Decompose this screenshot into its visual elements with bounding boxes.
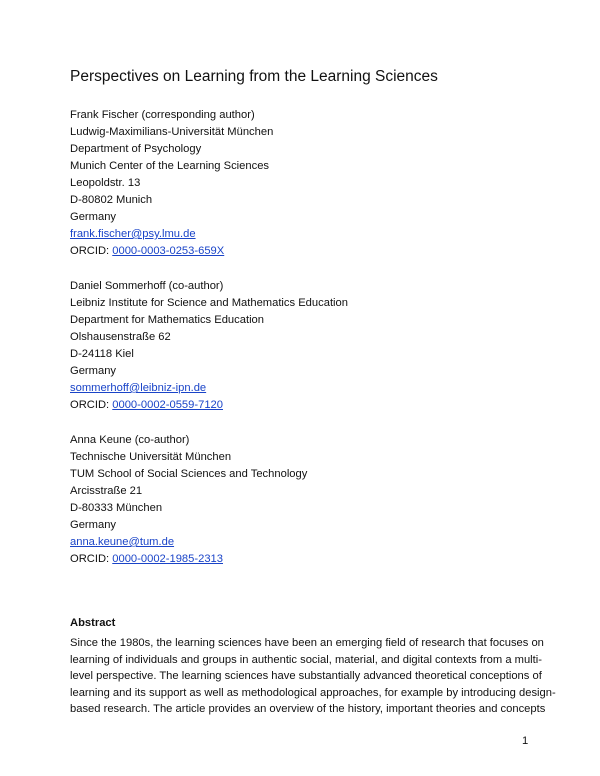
abstract-line: learning and its support as well as methodological approaches, for example by introducing design- xyxy=(70,686,556,699)
author-affiliation: Leibniz Institute for Science and Mathematics Education xyxy=(70,297,348,309)
orcid-link[interactable]: 0000-0003-0253-659X xyxy=(112,245,225,257)
author-country: Germany xyxy=(70,519,117,531)
author-city: D-24118 Kiel xyxy=(70,348,134,360)
author-block-fischer xyxy=(70,107,273,260)
author-center: Munich Center of the Learning Sciences xyxy=(70,160,270,172)
author-name: Daniel Sommerhoff (co-author) xyxy=(70,280,224,292)
orcid-label: ORCID: xyxy=(70,399,110,411)
abstract-line: Since the 1980s, the learning sciences have been an emerging field of research that focuses on xyxy=(70,637,544,649)
page-number: 1 xyxy=(522,735,529,747)
paper-title: Perspectives on Learning from the Learning Sciences xyxy=(70,68,438,85)
abstract-line: learning of individuals and groups in authentic social, material, and digital contexts from a multi- xyxy=(70,653,542,666)
author-email-link[interactable]: sommerhoff@leibniz-ipn.de xyxy=(70,382,207,394)
author-department: Department for Mathematics Education xyxy=(70,314,265,326)
orcid-label: ORCID: xyxy=(70,245,110,257)
abstract-heading: Abstract xyxy=(70,617,116,629)
author-name: Frank Fischer (corresponding author) xyxy=(70,109,255,121)
author-affiliation: Technische Universität München xyxy=(70,451,232,463)
orcid-label: ORCID: xyxy=(70,553,110,565)
abstract-line: based research. The article provides an overview of the history, important theories and concepts xyxy=(70,703,546,716)
author-country: Germany xyxy=(70,211,117,223)
orcid-link[interactable]: 0000-0002-0559-7120 xyxy=(112,399,223,411)
author-department: TUM School of Social Sciences and Technology xyxy=(70,468,308,480)
author-affiliation: Ludwig-Maximilians-Universität München xyxy=(70,126,274,138)
author-city: D-80333 München xyxy=(70,502,163,514)
author-street: Leopoldstr. 13 xyxy=(70,177,141,189)
abstract-line: level perspective. The learning sciences have substantially advanced theoretical conceptions of xyxy=(70,670,542,683)
author-name: Anna Keune (co-author) xyxy=(70,434,190,446)
author-department: Department of Psychology xyxy=(70,143,202,155)
abstract-text xyxy=(70,635,556,718)
author-block-keune xyxy=(70,432,307,568)
author-country: Germany xyxy=(70,365,117,377)
author-city: D-80802 Munich xyxy=(70,194,153,206)
author-email-link[interactable]: anna.keune@tum.de xyxy=(70,536,175,548)
author-email-link[interactable]: frank.fischer@psy.lmu.de xyxy=(70,228,196,240)
author-block-sommerhoff xyxy=(70,278,348,414)
author-street: Arcisstraße 21 xyxy=(70,485,143,497)
author-street: Olshausenstraße 62 xyxy=(70,331,171,343)
orcid-link[interactable]: 0000-0002-1985-2313 xyxy=(112,553,223,565)
